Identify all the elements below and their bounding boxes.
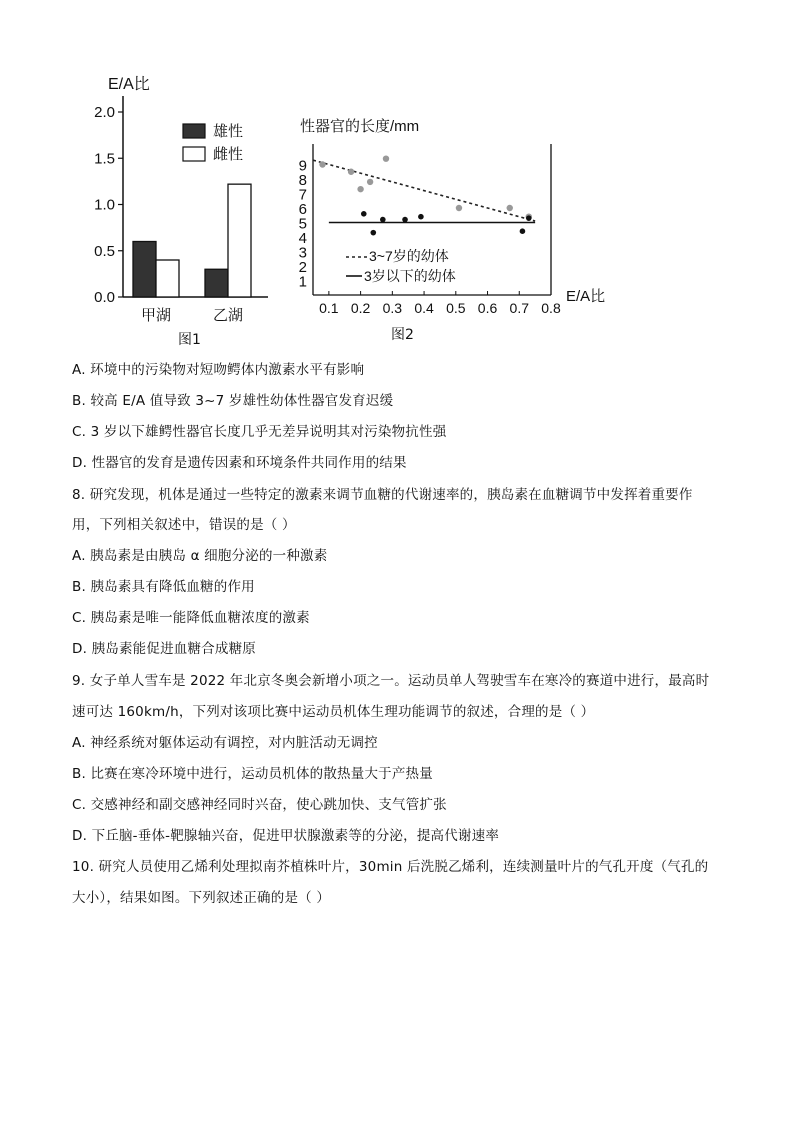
fig2-y-axis-label: 性器官的长度/mm xyxy=(300,118,420,135)
q8-stem-line1: 8. 研究发现，机体是通过一些特定的激素来调节血糖的代谢速率的，胰岛素在血糖调节中发挥着重要作 xyxy=(72,487,693,503)
fig2-point-juvenile xyxy=(348,169,354,175)
fig1-ytick-label: 1.5 xyxy=(94,150,115,168)
fig2-x-axis-label: E/A比 xyxy=(566,288,606,305)
fig2-trend-juvenile xyxy=(313,160,535,221)
fig2-ytick-label: 3 xyxy=(298,244,307,262)
fig2-ytick-label: 6 xyxy=(298,201,307,218)
q10-stem-line1: 10. 研究人员使用乙烯利处理拟南芥植株叶片，30min 后洗脱乙烯利，连续测量叶片的气孔开度（气孔的 xyxy=(72,859,709,875)
fig2-ytick-label: 2 xyxy=(298,259,307,276)
fig1-legend-label-male: 雄性 xyxy=(213,123,244,140)
q7-option-a: A. 环境中的污染物对短吻鳄体内激素水平有影响 xyxy=(72,362,365,378)
q7-option-b: B. 较高 E/A 值导致 3~7 岁雄性幼体性器官发育迟缓 xyxy=(72,393,394,409)
fig1-caption: 图1 xyxy=(178,332,201,348)
fig1-ytick-label: 0.5 xyxy=(94,242,115,260)
fig2-point-juvenile xyxy=(456,205,462,211)
fig2-xtick-label: 0.6 xyxy=(477,300,498,316)
fig2-xtick-label: 0.1 xyxy=(319,300,339,316)
fig2-xtick-label: 0.8 xyxy=(541,300,561,316)
figure-2-scatter-chart xyxy=(0,0,794,360)
fig2-point-infant xyxy=(370,230,376,236)
fig2-point-infant xyxy=(380,217,386,223)
q9-option-d: D. 下丘脑-垂体-靶腺轴兴奋，促进甲状腺激素等的分泌，提高代谢速率 xyxy=(72,828,500,844)
fig2-ytick-label: 9 xyxy=(298,157,307,175)
fig2-point-juvenile xyxy=(367,179,373,185)
q7-option-c: C. 3 岁以下雄鳄性器官长度几乎无差异说明其对污染物抗性强 xyxy=(72,424,447,440)
q10-stem-line2: 大小），结果如图。下列叙述正确的是（ ） xyxy=(72,890,331,906)
q9-option-b: B. 比赛在寒冷环境中进行，运动员机体的散热量大于产热量 xyxy=(72,766,433,782)
fig2-ytick-label: 5 xyxy=(298,215,307,233)
q9-stem-line1: 9. 女子单人雪车是 2022 年北京冬奥会新增小项之一。运动员单人驾驶雪车在寒冷的赛道中进行，最高时 xyxy=(72,673,710,689)
q9-option-a: A. 神经系统对躯体运动有调控，对内脏活动无调控 xyxy=(72,735,378,751)
fig2-point-infant xyxy=(526,215,532,221)
q9-option-c: C. 交感神经和副交感神经同时兴奋，使心跳加快、支气管扩张 xyxy=(72,797,447,813)
fig2-ytick-label: 4 xyxy=(298,230,307,247)
fig2-ytick-label: 7 xyxy=(298,186,307,204)
q9-stem-line2: 速可达 160km/h，下列对该项比赛中运动员机体生理功能调节的叙述，合理的是（ ） xyxy=(72,704,595,720)
fig2-ytick-label: 8 xyxy=(298,172,307,189)
q8-stem-line2: 用，下列相关叙述中，错误的是（ ） xyxy=(72,517,296,533)
q8-option-d: D. 胰岛素能促进血糖合成糖原 xyxy=(72,641,256,657)
fig2-xtick-label: 0.2 xyxy=(350,300,371,316)
fig2-point-juvenile xyxy=(357,186,363,192)
q8-option-a: A. 胰岛素是由胰岛 α 细胞分泌的一种激素 xyxy=(72,548,328,564)
fig2-point-infant xyxy=(418,214,424,220)
q7-option-d: D. 性器官的发育是遗传因素和环境条件共同作用的结果 xyxy=(72,455,407,471)
fig1-y-axis-label: E/A比 xyxy=(108,76,150,93)
q8-option-b: B. 胰岛素具有降低血糖的作用 xyxy=(72,579,255,595)
fig2-legend-label-juvenile: 3~7岁的幼体 xyxy=(369,248,449,264)
fig2-point-juvenile xyxy=(319,161,325,167)
fig2-point-juvenile xyxy=(507,205,513,211)
fig2-ytick-label: 1 xyxy=(298,273,307,291)
fig2-xtick-label: 0.5 xyxy=(446,300,466,316)
fig2-point-infant xyxy=(402,217,408,223)
fig1-category-label: 乙湖 xyxy=(212,307,244,324)
fig1-ytick-label: 2.0 xyxy=(94,104,115,121)
fig2-xtick-label: 0.7 xyxy=(509,300,530,316)
q8-option-c: C. 胰岛素是唯一能降低血糖浓度的激素 xyxy=(72,610,310,626)
fig1-ytick-label: 1.0 xyxy=(94,196,115,214)
fig2-caption: 图2 xyxy=(391,327,414,343)
fig1-category-label: 甲湖 xyxy=(140,307,172,324)
fig2-xtick-label: 0.3 xyxy=(382,300,403,316)
fig2-point-infant xyxy=(520,228,526,234)
fig2-xtick-label: 0.4 xyxy=(414,300,434,316)
fig2-point-juvenile xyxy=(383,156,389,162)
fig1-legend-label-female: 雌性 xyxy=(213,146,244,163)
fig2-point-infant xyxy=(361,211,367,217)
fig2-legend-label-infant: 3岁以下的幼体 xyxy=(364,268,456,284)
fig1-ytick-label: 0.0 xyxy=(94,289,115,306)
